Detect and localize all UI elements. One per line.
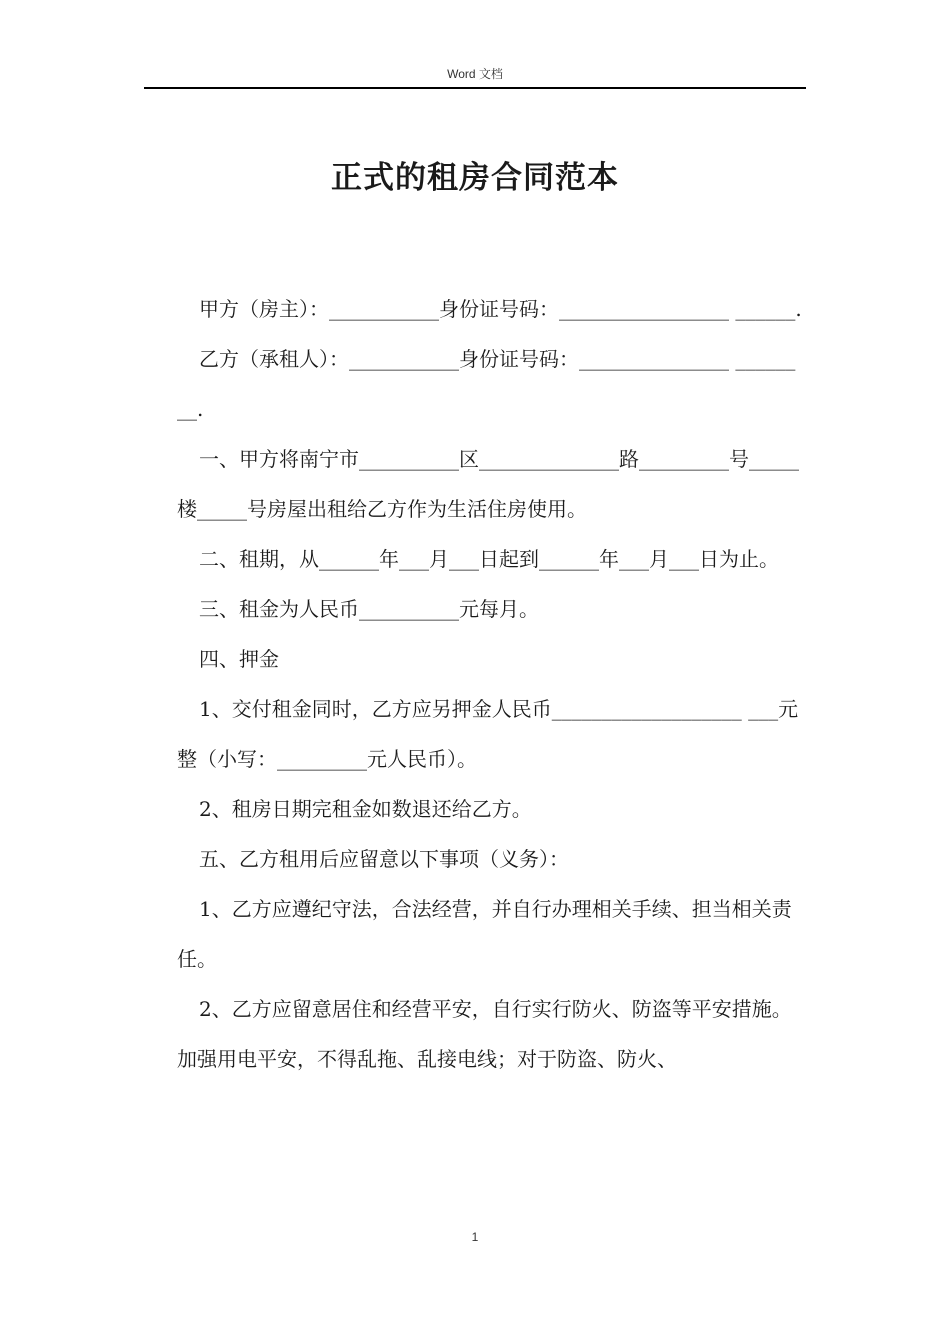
clause-5-item-1: 1、乙方应遵纪守法，合法经营，并自行办理相关手续、担当相关责任。 bbox=[177, 897, 792, 971]
document-body bbox=[177, 284, 803, 1084]
page-number: 1 bbox=[471, 1230, 479, 1244]
clause-4-deposit-heading: 四、押金 bbox=[199, 647, 279, 671]
page-header: Word 文档 bbox=[447, 67, 503, 81]
document-title: 正式的租房合同范本 bbox=[331, 160, 619, 196]
clause-2-term: 二、租期，从______年___月___日起到______年___月___日为止。 bbox=[199, 547, 779, 571]
party-b-line: 乙方（承租人）：___________身份证号码：_______________ ________. bbox=[177, 347, 796, 421]
clause-4-item-1: 1、交付租金同时，乙方应另押金人民币___________________ ___元整（小写：_________元人民币）。 bbox=[177, 697, 799, 771]
header-rule bbox=[144, 87, 806, 89]
clause-5-heading: 五、乙方租用后应留意以下事项（义务）： bbox=[199, 847, 569, 871]
clause-4-item-2: 2、租房日期完租金如数退还给乙方。 bbox=[199, 797, 532, 821]
clause-3-rent: 三、租金为人民币__________元每月。 bbox=[199, 597, 539, 621]
party-a-line: 甲方（房主）：___________身份证号码：_________________ ______. bbox=[199, 297, 802, 321]
clause-5-item-2: 2、乙方应留意居住和经营平安，自行实行防火、防盗等平安措施。加强用电平安，不得乱拖、乱接电线；对于防盗、防火、 bbox=[177, 997, 792, 1071]
clause-1-premises: 一、甲方将南宁市__________区______________路_________号_____楼_____号房屋出租给乙方作为生活住房使用。 bbox=[177, 447, 799, 521]
